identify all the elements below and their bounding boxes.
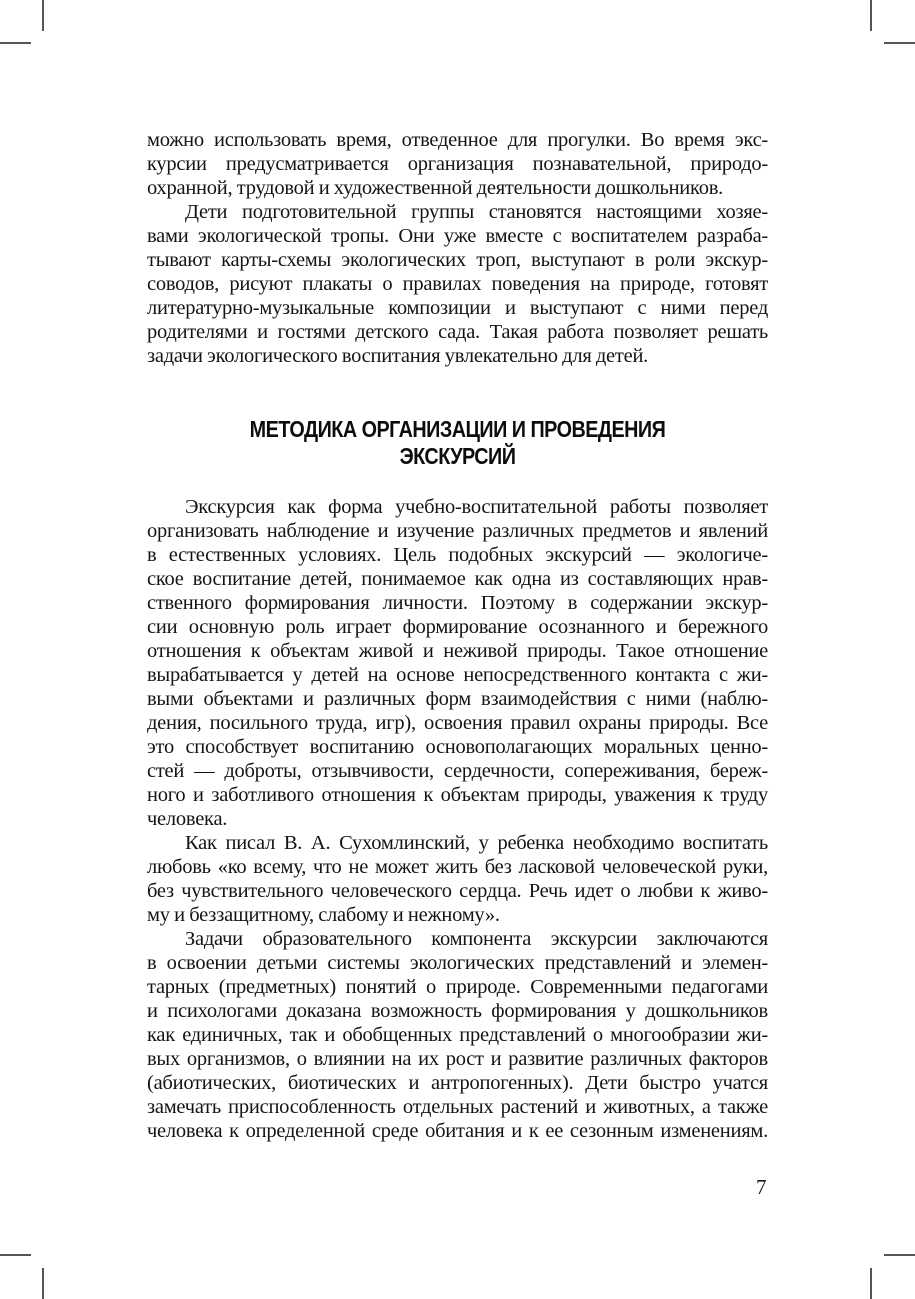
page-number: 7 — [756, 1175, 767, 1199]
text-line: курсии предусматривается организация познавательной, природо- — [147, 153, 768, 175]
paragraph-excursion-form — [147, 495, 768, 831]
crop-mark-top-right-horizontal — [884, 42, 915, 44]
text-line: в естественных условиях. Цель подобных экскурсий — экологиче- — [147, 544, 768, 566]
text-line: ного и заботливого отношения к объектам природы, уважения к труду — [147, 784, 768, 806]
paragraph-sukhomlinsky-quote — [147, 831, 768, 927]
crop-mark-bottom-left-vertical — [42, 1268, 44, 1299]
text-line: как единичных, так и обобщенных представлений о многообразии жи- — [147, 1024, 768, 1046]
crop-mark-bottom-right-vertical — [870, 1268, 872, 1299]
crop-mark-top-left-vertical — [42, 0, 44, 31]
text-line: Задачи образовательного компонента экскурсии заключаются — [185, 928, 768, 950]
section-heading: МЕТОДИКА ОРГАНИЗАЦИИ И ПРОВЕДЕНИЯ ЭКСКУРСИЙ — [249, 416, 666, 469]
text-line: без чувствительного человеческого сердца. Речь идет о любви к живо- — [147, 880, 768, 902]
paragraph-continued — [147, 128, 768, 200]
paragraph-preparatory-group — [147, 200, 768, 368]
text-line: замечать приспособленность отдельных растений и животных, а также — [147, 1096, 768, 1118]
text-line: тарных (предметных) понятий о природе. Современными педагогами — [147, 976, 768, 998]
text-line: организовать наблюдение и изучение различных предметов и явлений — [147, 520, 768, 542]
text-line: выми объектами и различных форм взаимодействия с ними (наблю- — [147, 688, 768, 710]
text-line: стей — доброты, отзывчивости, сердечности, сопереживания, береж- — [147, 760, 768, 782]
text-line: человека к определенной среде обитания и к ее сезонным изменениям. — [147, 1120, 768, 1142]
text-line: ственного формирования личности. Поэтому в содержании экскур- — [147, 592, 768, 614]
text-line: задачи экологического воспитания увлекательно для детей. — [147, 345, 649, 367]
text-line: дения, посильного труда, игр), освоения правил охраны природы. Все — [147, 712, 768, 734]
text-line: это способствует воспитанию основополагающих моральных ценно- — [147, 736, 768, 758]
text-line: (абиотических, биотических и антропогенных). Дети быстро учатся — [147, 1072, 768, 1094]
text-line: охранной, трудовой и художественной деятельности дошкольников. — [147, 177, 723, 199]
text-line: вых организмов, о влиянии на их рост и развитие различных факторов — [147, 1048, 768, 1070]
text-line: тывают карты-схемы экологических троп, выступают в роли экскур- — [147, 249, 768, 271]
section-body — [147, 495, 768, 1143]
crop-mark-top-right-vertical — [870, 0, 872, 31]
text-line: Экскурсия как форма учебно-воспитательной работы позволяет — [185, 496, 768, 518]
crop-mark-top-left-horizontal — [0, 42, 31, 44]
text-line: родителями и гостями детского сада. Такая работа позволяет решать — [147, 321, 768, 343]
text-line: сии основную роль играет формирование осознанного и бережного — [147, 616, 768, 638]
text-line: отношения к объектам живой и неживой природы. Такое отношение — [147, 640, 768, 662]
paragraph-educational-tasks — [147, 927, 768, 1143]
text-line: можно использовать время, отведенное для прогулки. Во время экс- — [147, 129, 768, 151]
intro-text — [147, 128, 768, 368]
text-line: литературно-музыкальные композиции и выступают с ними перед — [147, 297, 768, 319]
text-line: Дети подготовительной группы становятся настоящими хозяе- — [185, 201, 768, 223]
text-line: соводов, рисуют плакаты о правилах поведения на природе, готовят — [147, 273, 768, 295]
text-line: вырабатывается у детей на основе непосредственного контакта с жи- — [147, 664, 768, 686]
text-line: вами экологической тропы. Они уже вместе с воспитателем разраба- — [147, 225, 768, 247]
crop-mark-bottom-left-horizontal — [0, 1254, 31, 1256]
crop-mark-bottom-right-horizontal — [884, 1254, 915, 1256]
text-line: Как писал В. А. Сухомлинский, у ребенка необходимо воспитать — [185, 832, 768, 854]
text-line: в освоении детьми системы экологических представлений и элемен- — [147, 952, 768, 974]
text-line: любовь «ко всему, что не может жить без ласковой человеческой руки, — [147, 856, 768, 878]
text-line: и психологами доказана возможность формирования у дошкольников — [147, 1000, 768, 1022]
text-line: ское воспитание детей, понимаемое как одна из составляющих нрав- — [147, 568, 768, 590]
text-line: человека. — [147, 808, 228, 830]
text-line: му и беззащитному, слабому и нежному». — [147, 904, 500, 926]
